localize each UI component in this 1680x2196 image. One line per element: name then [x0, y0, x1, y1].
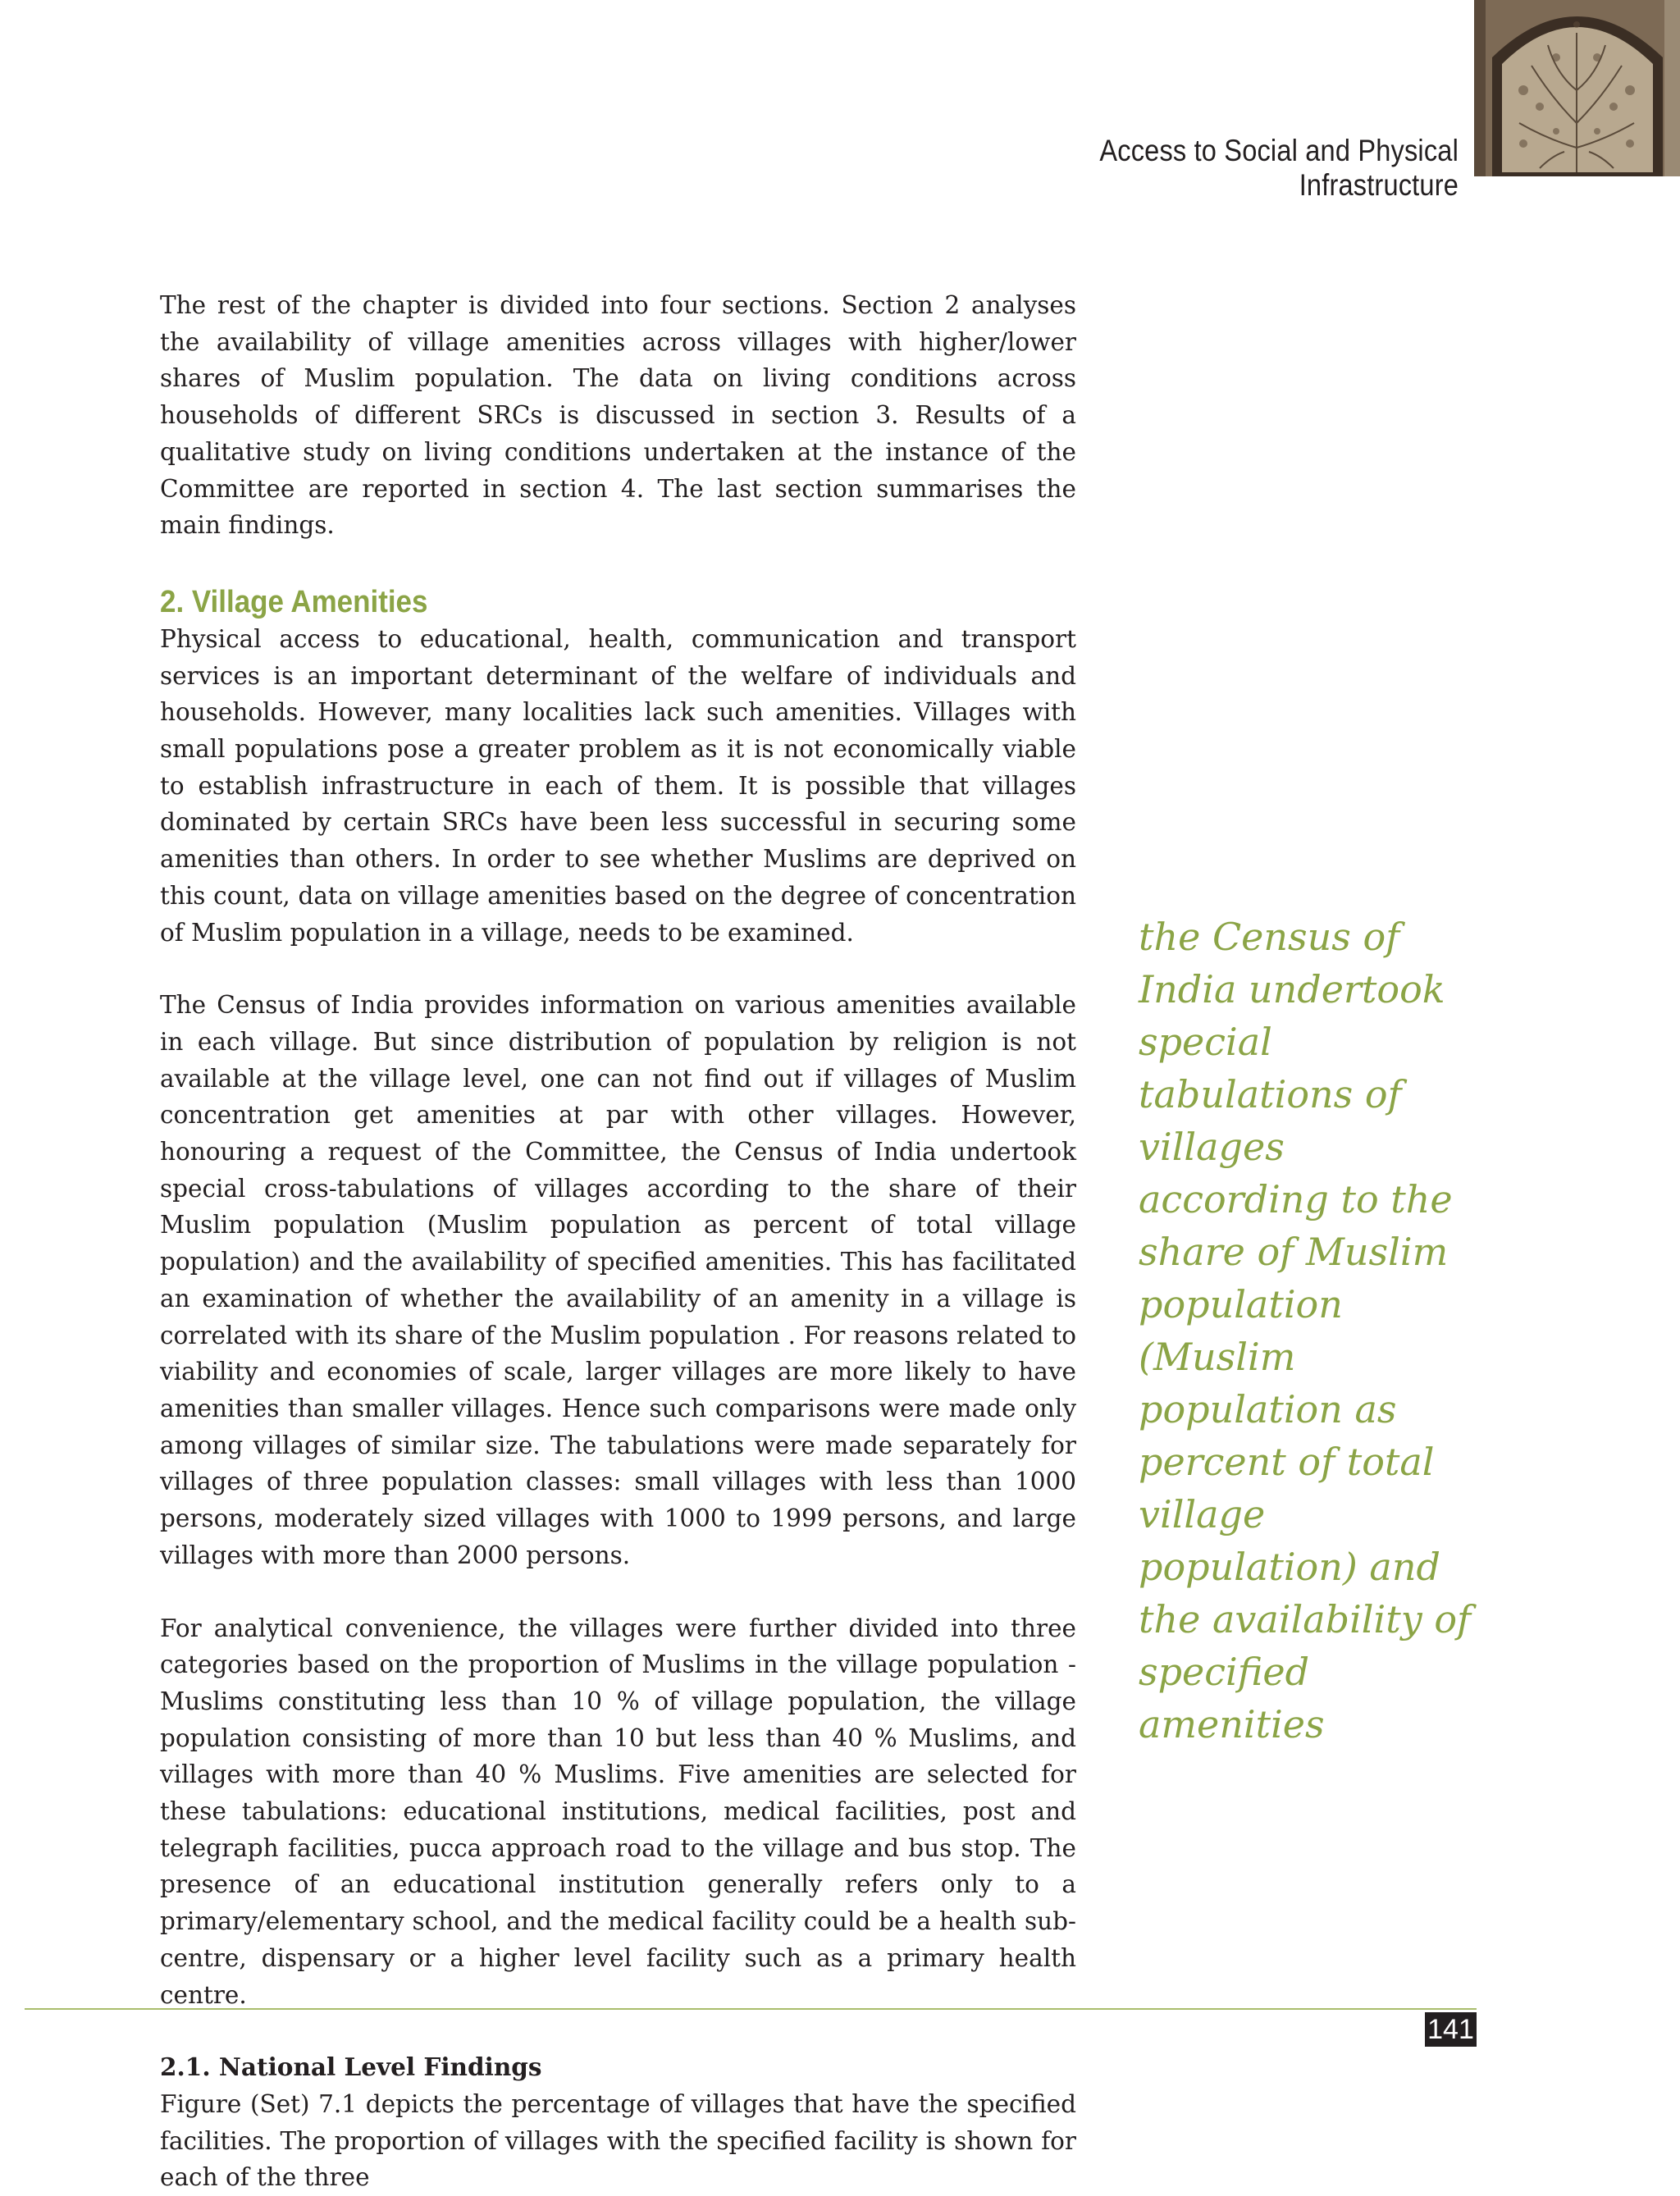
paragraph: The Census of India provides information on various amenities available in each village. But since distribution of population by religion is not available at the village level, one can not find out if villages of Muslim concentration get amenities at par with other villages. However, honouring a request of the Committee, the Census of India undertook special cross-tabulations of villages according to the share of their Muslim population (Muslim population as percent of total village population) and the availability of specified amenities. This has facilitated an examination of whether the availability of an amenity in a village is correlated with its share of the Muslim population . For reasons related to viability and economies of scale, larger villages are more likely to have amenities than smaller villages. Hence such comparisons were made only among villages of similar size. The tabulations were made separately for villages of three population classes: small villages with less than 1000 persons, moderately sized villages with 1000 to 1999 persons, and large villages with more than 2000 persons.	[160, 991, 1076, 1569]
pull-quote: the Census of India undertook special tabulations of villages according to the share of Muslim population (Muslim population as percent of total village population) and the availability of specified amenities	[1139, 915, 1472, 1746]
paragraph: Physical access to educational, health, communication and transport services is an important determinant of the welfare of individuals and households. However, many localities lack such amenities. Villages with small populations pose a greater problem as it is not economically viable to establish infrastructure in each of them. It is possible that villages dominated by certain SRCs have been less successful in securing some amenities than others. In order to see whether Muslims are deprived on this count, data on village amenities based on the degree of concentration of Muslim population in a village, needs to be examined.	[160, 624, 1076, 947]
paragraph: For analytical convenience, the villages were further divided into three categories based on the proportion of Muslims in the village population - Muslims constituting less than 10 % of village population, the village population consisting of more than 10 but less than 40 % Muslims, and villages with more than 40 % Muslims. Five amenities are selected for these tabulations: educational institutions, medical facilities, post and telegraph facilities, pucca approach road to the village and bus stop. The presence of an educational institution generally refers only to a primary/elementary school, and the medical facility could be a health sub-centre, dispensary or a higher level facility such as a primary health centre.	[160, 1614, 1076, 2009]
subsection-heading: 2.1. National Level Findings	[160, 2052, 542, 2082]
intro-paragraph: The rest of the chapter is divided into four sections. Section 2 analyses the availability of village amenities across villages with higher/lower shares of Muslim population. The data on living conditions across households of different SRCs is discussed in section 3. Results of a qualitative study on living conditions undertaken at the instance of the Committee are reported in section 4. The last section summarises the main findings.	[160, 291, 1076, 540]
running-header: Access to Social and Physical Infrastructure	[1099, 134, 1459, 202]
section-heading: 2. Village Amenities	[160, 584, 428, 619]
main-text-column	[160, 287, 1076, 2196]
lattice-window-photo	[1474, 0, 1680, 176]
paragraph: Figure (Set) 7.1 depicts the percentage of villages that have the specified facilities. The proportion of villages with the specified facility is shown for each of the three	[160, 2089, 1076, 2192]
footer-rule	[25, 2008, 1477, 2010]
page-number: 141	[1425, 2012, 1477, 2047]
